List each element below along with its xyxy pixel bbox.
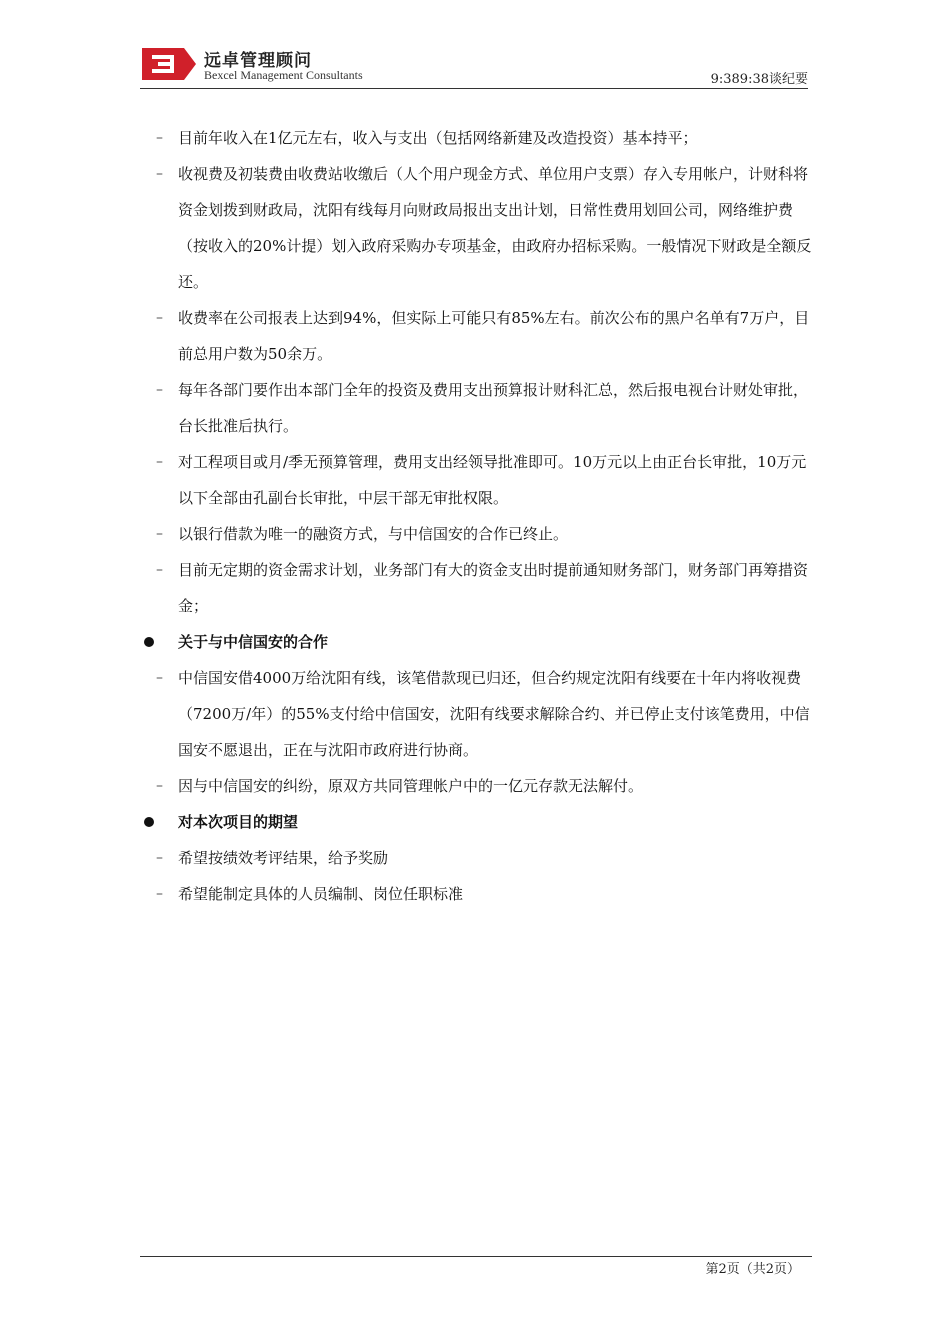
list-item [148, 840, 818, 876]
list-item-text: 收费率在公司报表上达到94%，但实际上可能只有85%左右。前次公布的黑户名单有7万户，目前总用户数为50余万。 [178, 309, 810, 363]
list-item [148, 876, 818, 912]
dash-marker: – [156, 850, 163, 866]
footer-divider [140, 1256, 812, 1257]
logo-chinese-name: 远卓管理顾问 [204, 51, 312, 71]
dash-marker: – [156, 670, 163, 686]
page-header [140, 44, 808, 86]
logo-english-name: Bexcel Management Consultants [204, 68, 363, 82]
list-item-text: 对工程项目或月/季无预算管理，费用支出经领导批准即可。10万元以上由正台长审批，10万元以下全部由孔副台长审批，中层干部无审批权限。 [178, 453, 807, 507]
list-item-text: 目前无定期的资金需求计划，业务部门有大的资金支出时提前通知财务部门，财务部门再筹措资金； [178, 561, 809, 615]
list-item-text: 每年各部门要作出本部门全年的投资及费用支出预算报计财科汇总，然后报电视台计财处审批，台长批准后执行。 [178, 381, 809, 435]
list-item [148, 444, 818, 516]
list-item [148, 660, 818, 768]
list-item [148, 120, 818, 156]
dash-marker: – [156, 526, 163, 542]
list-item-text: 希望能制定具体的人员编制、岗位任职标准 [178, 885, 464, 903]
list-item [148, 156, 818, 300]
document-tag: 9:389:38谈纪要 [710, 72, 808, 87]
list-item-text: 中信国安借4000万给沈阳有线，该笔借款现已归还，但合约规定沈阳有线要在十年内将收视费（7200万/年）的55%支付给中信国安，沈阳有线要求解除合约、并已停止支付该笔费用，中信国安不愿退出，正在与沈阳市政府进行协商。 [178, 669, 810, 759]
dash-marker: – [156, 310, 163, 326]
company-logo-icon [140, 44, 198, 84]
dash-marker: – [156, 562, 163, 578]
list-item [148, 300, 818, 372]
dash-marker: – [156, 382, 163, 398]
section-heading-citic [148, 624, 818, 660]
section-heading-expectations [148, 804, 818, 840]
section-heading-text: 对本次项目的期望 [178, 813, 299, 831]
list-item-text: 收视费及初装费由收费站收缴后（人个用户现金方式、单位用户支票）存入专用帐户，计财科将资金划拨到财政局，沈阳有线每月向财政局报出支出计划，日常性费用划回公司，网络维护费（按收入的20%计提）划入政府采购办专项基金，由政府办招标采购。一般情况下财政是全额反还。 [178, 165, 812, 291]
dash-marker: – [156, 454, 163, 470]
list-item [148, 516, 818, 552]
list-item-text: 希望按绩效考评结果，给予奖励 [178, 849, 389, 867]
bullet-icon [144, 817, 154, 827]
list-item-text: 目前年收入在1亿元左右，收入与支出（包括网络新建及改造投资）基本持平； [178, 129, 698, 147]
list-item [148, 372, 818, 444]
dash-marker: – [156, 166, 163, 182]
page-content [148, 120, 818, 912]
list-item [148, 768, 818, 804]
dash-marker: – [156, 778, 163, 794]
dash-marker: – [156, 886, 163, 902]
bullet-icon [144, 637, 154, 647]
list-item [148, 552, 818, 624]
dash-marker: – [156, 130, 163, 146]
page-number: 第2页（共2页） [705, 1262, 800, 1277]
section-heading-text: 关于与中信国安的合作 [178, 633, 329, 651]
header-divider [140, 88, 808, 89]
list-item-text: 以银行借款为唯一的融资方式，与中信国安的合作已终止。 [178, 525, 569, 543]
list-item-text: 因与中信国安的纠纷，原双方共同管理帐户中的一亿元存款无法解付。 [178, 777, 644, 795]
